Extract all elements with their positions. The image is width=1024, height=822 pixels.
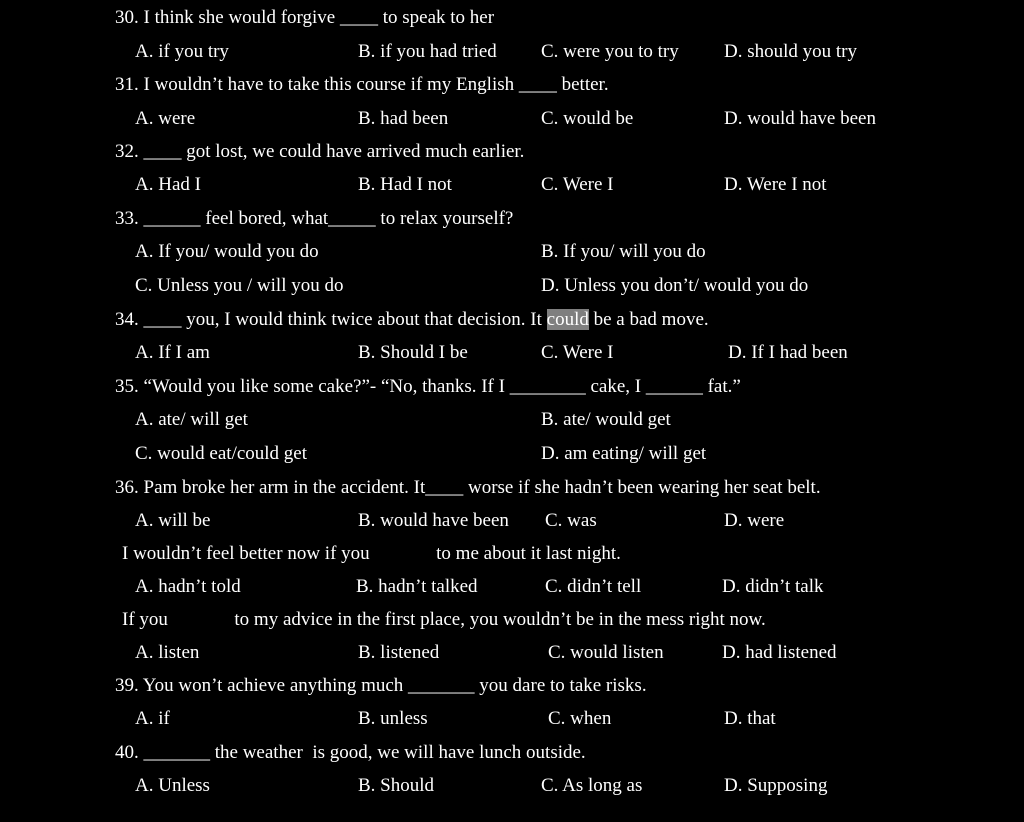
- question-33-option-c: C. Unless you / will you do: [135, 275, 344, 296]
- question-32-stem: 32. ____ got lost, we could have arrived much earlier.: [115, 141, 525, 162]
- question-34-option-d: D. If I had been: [728, 342, 848, 363]
- question-30-option-a: A. if you try: [135, 41, 229, 62]
- question-35-stem: 35. “Would you like some cake?”- “No, thanks. If I ________ cake, I ______ fat.”: [115, 376, 741, 397]
- question-38-stem: If you to my advice in the first place, you wouldn’t be in the mess right now.: [122, 609, 766, 630]
- question-34-option-a: A. If I am: [135, 342, 210, 363]
- question-34-option-b: B. Should I be: [358, 342, 468, 363]
- question-33-option-d: D. Unless you don’t/ would you do: [541, 275, 809, 296]
- question-36-option-a: A. will be: [135, 510, 211, 531]
- question-37-option-b: B. hadn’t talked: [356, 576, 478, 597]
- question-37-stem: I wouldn’t feel better now if you to me about it last night.: [122, 543, 621, 564]
- question-30-option-d: D. should you try: [724, 41, 857, 62]
- question-32-option-c: C. Were I: [541, 174, 614, 195]
- question-39-option-a: A. if: [135, 708, 170, 729]
- question-35-option-c: C. would eat/could get: [135, 443, 308, 464]
- question-32-option-d: D. Were I not: [724, 174, 827, 195]
- question-30-option-b: B. if you had tried: [358, 41, 497, 62]
- question-38-option-d: D. had listened: [722, 642, 837, 663]
- question-37-option-c: C. didn’t tell: [545, 576, 642, 597]
- question-34-option-c: C. Were I: [541, 342, 614, 363]
- question-33-option-b: B. If you/ will you do: [541, 241, 706, 262]
- highlighted-word: could: [546, 309, 589, 330]
- question-40-option-b: B. Should: [358, 775, 435, 796]
- question-38-option-a: A. listen: [135, 642, 200, 663]
- question-38-option-b: B. listened: [358, 642, 440, 663]
- question-37-option-d: D. didn’t talk: [722, 576, 824, 597]
- question-31-option-a: A. were: [135, 108, 196, 129]
- question-34-stem-start: 34. ____ you, I would think twice about that decision. It: [115, 309, 547, 330]
- question-40-option-c: C. As long as: [541, 775, 643, 796]
- question-31-stem: 31. I wouldn’t have to take this course if my English ____ better.: [115, 74, 609, 95]
- question-40-option-a: A. Unless: [135, 775, 210, 796]
- question-35-option-b: B. ate/ would get: [541, 409, 671, 430]
- question-31-option-b: B. had been: [358, 108, 449, 129]
- question-36-stem: 36. Pam broke her arm in the accident. It____ worse if she hadn’t been wearing her seat belt.: [115, 477, 821, 498]
- question-34-stem-end: be a bad move.: [588, 309, 709, 330]
- question-30-option-c: C. were you to try: [541, 41, 679, 62]
- question-30-stem: 30. I think she would forgive ____ to speak to her: [115, 7, 495, 28]
- question-39-option-c: C. when: [548, 708, 612, 729]
- question-39-option-b: B. unless: [358, 708, 428, 729]
- question-32-option-b: B. Had I not: [358, 174, 452, 195]
- question-36-option-c: C. was: [545, 510, 597, 531]
- question-34-stem: [115, 308, 709, 332]
- question-39-option-d: D. that: [724, 708, 776, 729]
- question-32-option-a: A. Had I: [135, 174, 201, 195]
- question-35-option-a: A. ate/ will get: [135, 409, 248, 430]
- question-39-stem: 39. You won’t achieve anything much _______ you dare to take risks.: [115, 675, 647, 696]
- question-33-stem: 33. ______ feel bored, what_____ to relax yourself?: [115, 208, 514, 229]
- question-37-option-a: A. hadn’t told: [135, 576, 241, 597]
- question-35-option-d: D. am eating/ will get: [541, 443, 707, 464]
- question-38-option-c: C. would listen: [548, 642, 664, 663]
- question-40-stem: 40. _______ the weather is good, we will have lunch outside.: [115, 742, 586, 763]
- question-33-option-a: A. If you/ would you do: [135, 241, 319, 262]
- question-36-option-d: D. were: [724, 510, 785, 531]
- question-31-option-c: C. would be: [541, 108, 634, 129]
- question-36-option-b: B. would have been: [358, 510, 509, 531]
- question-31-option-d: D. would have been: [724, 108, 876, 129]
- question-40-option-d: D. Supposing: [724, 775, 828, 796]
